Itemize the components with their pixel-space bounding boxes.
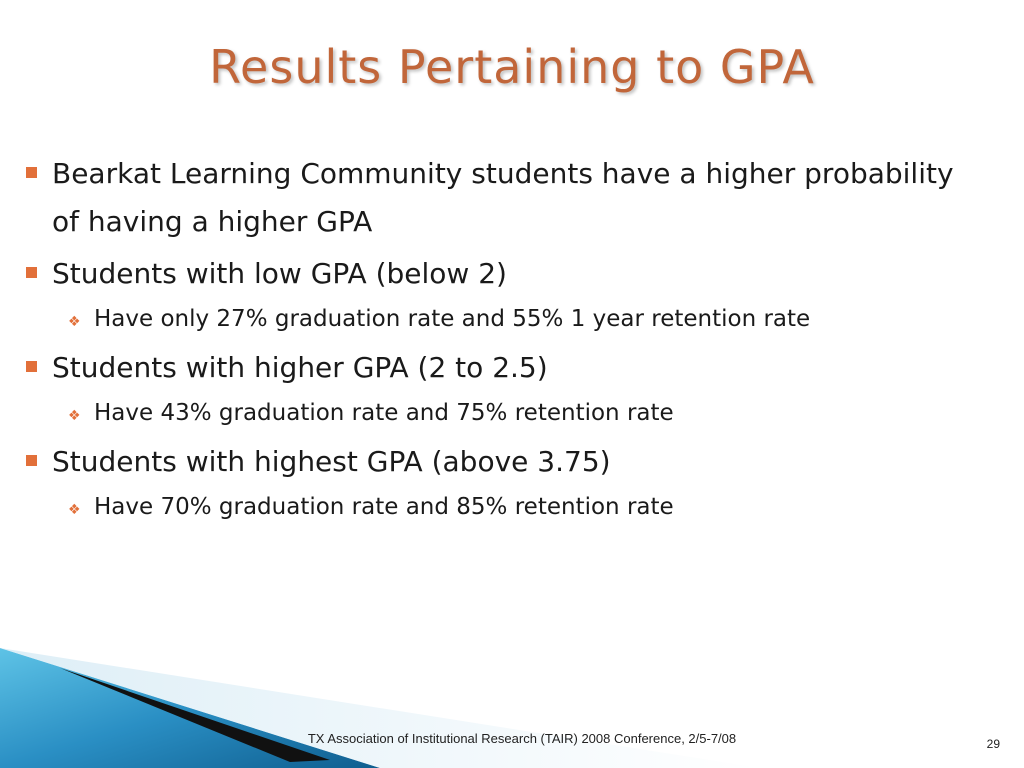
sub-bullet-text: Have 43% graduation rate and 75% retention rate (94, 400, 674, 426)
page-number: 29 (986, 737, 1000, 751)
diamond-bullet-icon: ❖ (68, 502, 81, 518)
slide-title: Results Pertaining to GPA (209, 40, 815, 94)
sub-bullet-text: Have only 27% graduation rate and 55% 1 year retention rate (94, 306, 811, 332)
slide-footer: TX Association of Institutional Research (TAIR) 2008 Conference, 2/5-7/08 (307, 731, 737, 746)
sub-bullet-text: Have 70% graduation rate and 85% retention rate (94, 494, 674, 520)
decorative-swoosh (0, 640, 1024, 768)
square-bullet-icon (26, 267, 37, 278)
bullet-text: Students with low GPA (below 2) (52, 257, 507, 290)
sub-bullet-item (68, 490, 986, 524)
bullet-item (26, 344, 986, 392)
bullet-text: Bearkat Learning Community students have a higher probability of having a higher GPA (52, 157, 954, 238)
bullet-text: Students with highest GPA (above 3.75) (52, 445, 611, 478)
square-bullet-icon (26, 361, 37, 372)
bullet-list (26, 150, 986, 532)
bullet-text: Students with higher GPA (2 to 2.5) (52, 351, 548, 384)
sub-bullet-item (68, 396, 986, 430)
square-bullet-icon (26, 455, 37, 466)
bullet-item (26, 150, 986, 246)
bullet-item (26, 438, 986, 486)
diamond-bullet-icon: ❖ (68, 314, 81, 330)
bullet-item (26, 250, 986, 298)
square-bullet-icon (26, 167, 37, 178)
sub-bullet-item (68, 302, 986, 336)
diamond-bullet-icon: ❖ (68, 408, 81, 424)
